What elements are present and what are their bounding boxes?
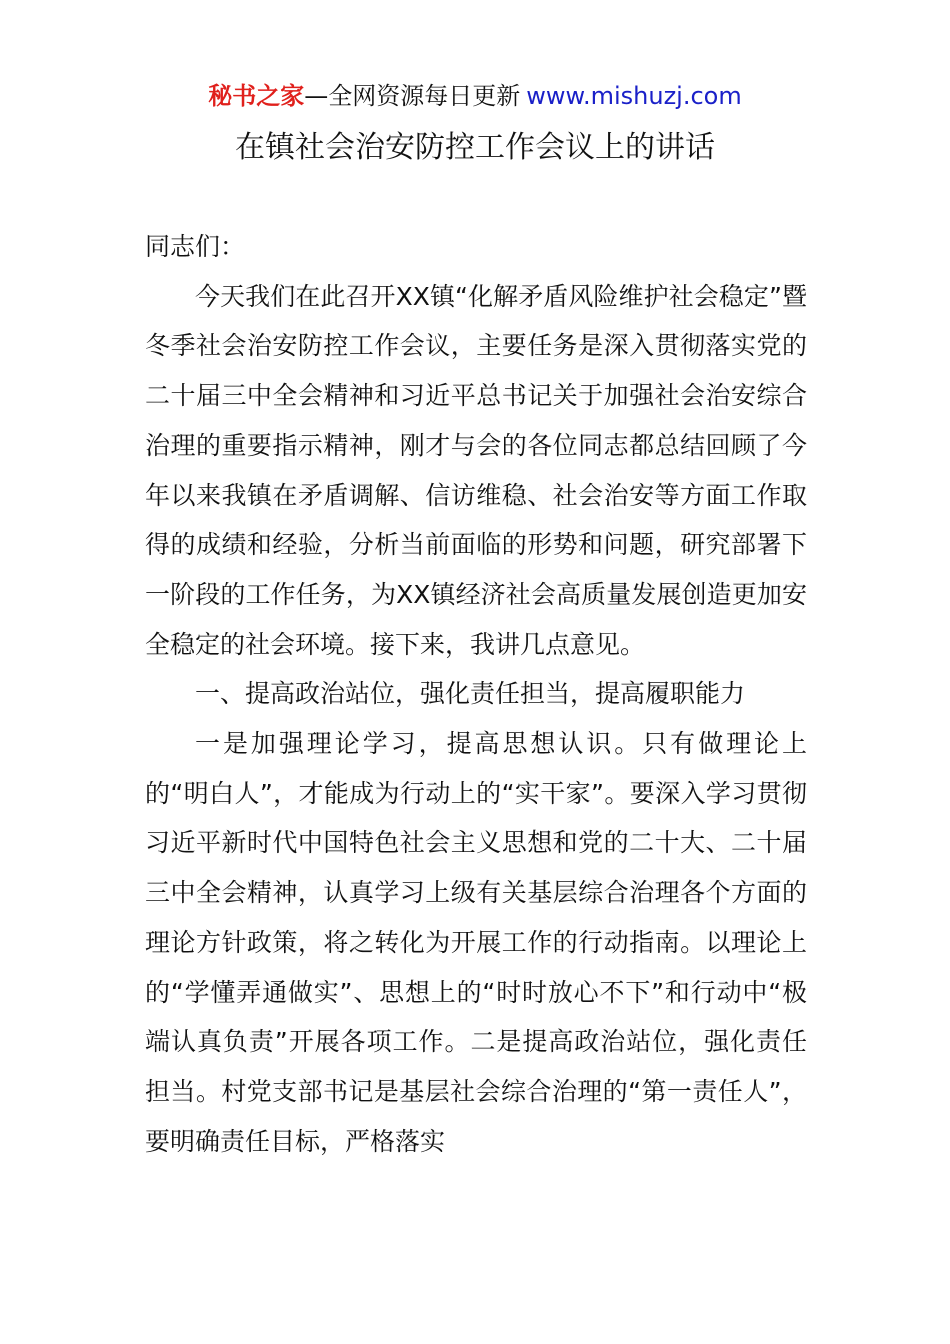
document-body [145, 222, 807, 1166]
paragraph-section-1: 一是加强理论学习，提高思想认识。只有做理论上的“明白人”，才能成为行动上的“实干家”。要深入学习贯彻习近平新时代中国特色社会主义思想和党的二十大、二十届三中全会精神，认真学习上级有关基层综合治理各个方面的理论方针政策，将之转化为开展工作的行动指南。以理论上的“学懂弄通做实”、思想上的“时时放心不下”和行动中“极端认真负责”开展各项工作。二是提高政治站位，强化责任担当。村党支部书记是基层社会综合治理的“第一责任人”，要明确责任目标，严格落实 [145, 729, 807, 1156]
site-header [0, 80, 950, 112]
site-tagline: —全网资源每日更新 [304, 82, 521, 110]
document-title: 在镇社会治安防控工作会议上的讲话 [235, 130, 715, 165]
section-heading: 一、提高政治站位，强化责任担当，提高履职能力 [195, 679, 746, 709]
site-brand: 秘书之家 [208, 82, 305, 110]
paragraph-intro: 今天我们在此召开XX镇“化解矛盾风险维护社会稳定”暨冬季社会治安防控工作会议，主要任务是深入贯彻落实党的二十届三中全会精神和习近平总书记关于加强社会治安综合治理的重要指示精神，刚才与会的各位同志都总结回顾了今年以来我镇在矛盾调解、信访维稳、社会治安等方面工作取得的成绩和经验，分析当前面临的形势和问题，研究部署下一阶段的工作任务，为XX镇经济社会高质量发展创造更加安全稳定的社会环境。接下来，我讲几点意见。 [145, 281, 807, 659]
site-url: www.mishuzj.com [526, 82, 742, 110]
greeting: 同志们： [145, 232, 246, 261]
